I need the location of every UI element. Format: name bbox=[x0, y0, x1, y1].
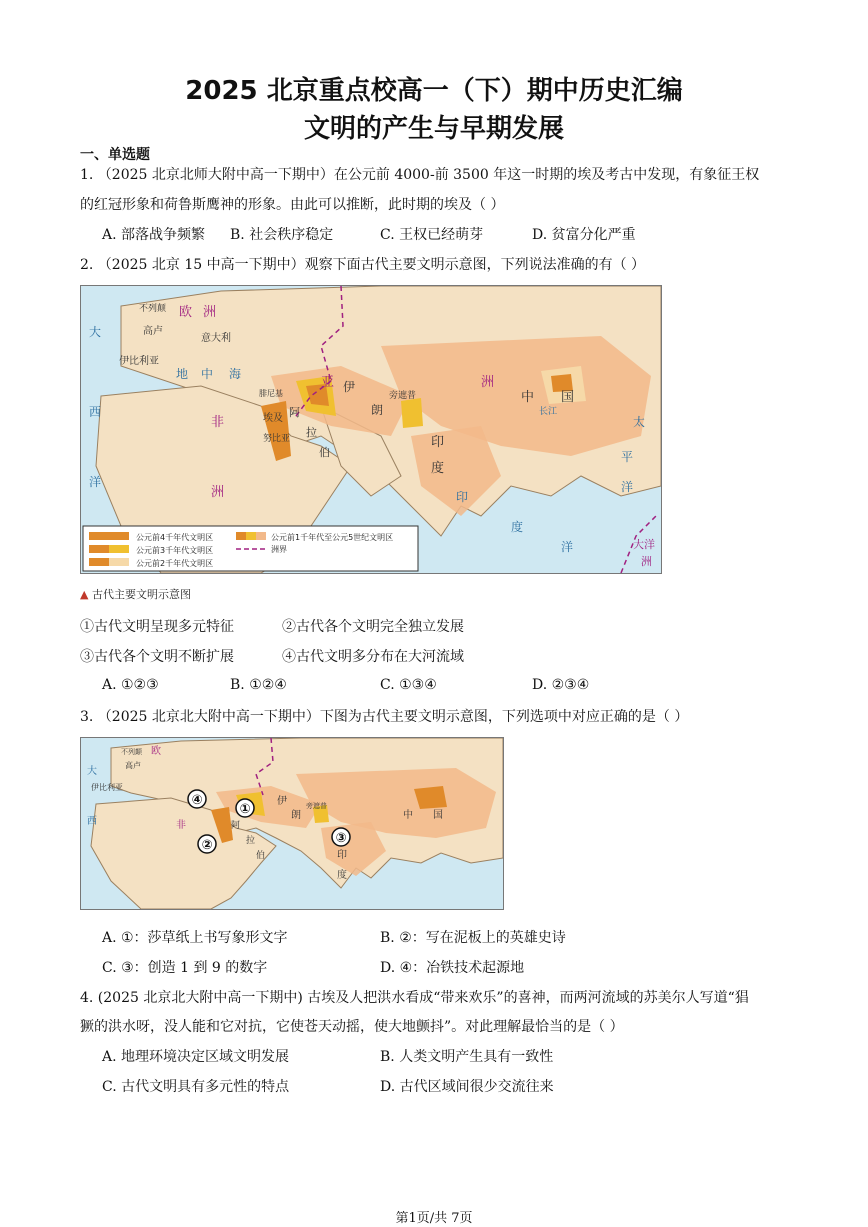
map2-label-britain: 不列颠 bbox=[121, 748, 142, 756]
map-label-iran-yi: 伊 bbox=[343, 380, 356, 394]
map-label-oceania: 大洋 bbox=[633, 538, 655, 551]
map-label-pacific-yang: 洋 bbox=[621, 480, 634, 494]
map-label-pacific-ping: 平 bbox=[621, 450, 634, 464]
map-caption-text: 古代主要文明示意图 bbox=[91, 588, 191, 601]
q2-option-c: C. ①③④ bbox=[380, 677, 437, 693]
map2-label-gaul: 高卢 bbox=[125, 761, 141, 770]
q2-statement-4: ④古代文明多分布在大河流域 bbox=[282, 649, 464, 665]
map-svg bbox=[81, 286, 661, 573]
map-label-iberia: 伊比利亚 bbox=[119, 356, 159, 367]
map-label-asia-ya: 亚 bbox=[321, 375, 335, 390]
map-label-phoenicia: 腓尼基 bbox=[259, 389, 283, 398]
map2-label-iberia: 伊比利亚 bbox=[91, 783, 123, 792]
q4-option-c: C. 古代文明具有多元性的特点 bbox=[102, 1079, 290, 1095]
map2-label-iran-yi: 伊 bbox=[277, 796, 287, 807]
q1-stem-line1: 1. （2025 北京北师大附中高一下期中）在公元前 4000-前 3500 年这一时期的埃及考古中发现，有象征王权 bbox=[80, 167, 760, 183]
map-label-pacific-tai: 太 bbox=[633, 415, 646, 429]
q4-option-d: D. 古代区域间很少交流往来 bbox=[380, 1079, 554, 1095]
map-label-indian-yang: 洋 bbox=[561, 540, 574, 554]
legend-swatch-4k bbox=[89, 532, 109, 540]
map2-label-arabia-a: 阿 bbox=[231, 821, 241, 831]
map-label-indian-yin: 印 bbox=[456, 490, 469, 504]
q2-stem: 2. （2025 北京 15 中高一下期中）观察下面古代主要文明示意图，下列说法准确的有（ ） bbox=[80, 257, 646, 273]
map2-label-china-guo: 国 bbox=[433, 810, 443, 821]
map2-marker-3: ③ bbox=[335, 831, 347, 846]
legend-label-3k: 公元前3千年代文明区 bbox=[136, 546, 214, 555]
q4-stem-line1: 4. (2025 北京北大附中高一下期中) 古埃及人把洪水看成“带来欢乐”的喜神，而两河流域的苏美尔人写道“猖 bbox=[80, 990, 749, 1006]
legend-swatch-1k bbox=[256, 532, 266, 540]
legend-swatch-3k bbox=[109, 545, 129, 553]
civilization-map-1 bbox=[80, 285, 662, 574]
map-label-nubia: 努比亚 bbox=[263, 434, 291, 444]
map-label-italy: 意大利 bbox=[201, 333, 231, 344]
map-label-atlantic-xi: 西 bbox=[89, 405, 102, 419]
map-label-asia-zhou: 洲 bbox=[481, 375, 495, 390]
map-label-punjab: 旁遮普 bbox=[389, 391, 417, 401]
map2-label-africa: 非 bbox=[176, 820, 186, 831]
document-title: 2025 北京重点校高一（下）期中历史汇编 bbox=[185, 76, 683, 106]
document-subtitle: 文明的产生与早期发展 bbox=[303, 114, 564, 144]
q1-option-b: B. 社会秩序稳定 bbox=[230, 227, 334, 243]
map-label-med-zhong: 中 bbox=[201, 367, 214, 381]
map-label-med-hai: 海 bbox=[229, 367, 242, 381]
q2-statement-2: ②古代各个文明完全独立发展 bbox=[282, 619, 464, 635]
q2-option-b: B. ①②④ bbox=[230, 677, 287, 693]
map2-label-punjab: 旁遮普 bbox=[306, 802, 327, 810]
map-label-atlantic-da: 大 bbox=[89, 325, 102, 339]
map-label-india-yin: 印 bbox=[431, 435, 445, 450]
page-footer: 第1页/共 7页 bbox=[395, 1211, 473, 1226]
map-label-indian-du: 度 bbox=[511, 520, 524, 534]
map2-marker-4: ④ bbox=[191, 793, 203, 808]
map-label-china-guo: 国 bbox=[561, 390, 575, 405]
civilization-map-2 bbox=[80, 737, 504, 910]
legend-label-1k: 公元前1千年代至公元5世纪文明区 bbox=[271, 533, 394, 542]
map-label-china-zhong: 中 bbox=[521, 390, 535, 405]
section-title: 一、单选题 bbox=[80, 147, 150, 163]
q3-option-b: B. ②：写在泥板上的英雄史诗 bbox=[380, 930, 566, 946]
legend-label-4k: 公元前4千年代文明区 bbox=[136, 533, 214, 542]
map2-label-india-du: 度 bbox=[337, 870, 347, 881]
map-label-egypt: 埃及 bbox=[263, 413, 283, 424]
map-label-europe: 欧 bbox=[179, 305, 193, 320]
q2-option-a: A. ①②③ bbox=[102, 677, 159, 693]
q4-option-a: A. 地理环境决定区域文明发展 bbox=[102, 1049, 290, 1065]
map2-label-xi: 西 bbox=[87, 816, 97, 827]
map2-label-iran-lang: 朗 bbox=[291, 810, 301, 821]
map2-label-arabia-bo: 伯 bbox=[256, 851, 266, 861]
q3-option-a: A. ①：莎草纸上书写象形文字 bbox=[102, 930, 288, 946]
map-caption: ▲ 古代主要文明示意图 bbox=[80, 588, 191, 601]
q3-option-c: C. ③：创造 1 到 9 的数字 bbox=[102, 960, 268, 976]
map-label-oceania-zhou: 洲 bbox=[641, 555, 652, 568]
legend-swatch-2k bbox=[109, 558, 129, 566]
legend-label-boundary: 洲界 bbox=[271, 545, 287, 554]
q3-option-d: D. ④：冶铁技术起源地 bbox=[380, 960, 525, 976]
map-label-gaul: 高卢 bbox=[143, 326, 163, 337]
q1-stem-line2: 的红冠形象和荷鲁斯鹰神的形象。由此可以推断，此时期的埃及（ ） bbox=[80, 197, 505, 213]
map2-marker-2: ② bbox=[201, 838, 213, 853]
q2-option-d: D. ②③④ bbox=[532, 677, 590, 693]
map-label-britain: 不列颠 bbox=[139, 304, 167, 314]
map2-label-india-yin: 印 bbox=[337, 850, 347, 861]
q1-option-c: C. 王权已经萌芽 bbox=[380, 227, 484, 243]
map-label-europe-zhou: 洲 bbox=[203, 305, 217, 320]
q1-option-a: A. 部落战争频繁 bbox=[102, 227, 206, 243]
map2-svg bbox=[81, 738, 503, 909]
map-label-med-di: 地 bbox=[176, 367, 189, 381]
map2-label-da: 大 bbox=[87, 766, 97, 777]
map-label-arabia-a: 阿 bbox=[289, 406, 300, 419]
map-label-atlantic-yang: 洋 bbox=[89, 475, 102, 489]
q2-statement-3: ③古代各个文明不断扩展 bbox=[80, 649, 234, 665]
map-label-arabia-bo: 伯 bbox=[319, 446, 330, 459]
map2-label-china-zhong: 中 bbox=[403, 810, 413, 821]
map2-label-europe: 欧 bbox=[151, 746, 161, 757]
map-label-africa-fei: 非 bbox=[211, 415, 225, 430]
map-label-arabia-la: 拉 bbox=[306, 426, 317, 439]
map2-marker-1: ① bbox=[239, 802, 251, 817]
map-label-iran-lang: 朗 bbox=[371, 403, 384, 417]
q4-stem-line2: 獗的洪水呀，没人能和它对抗，它使苍天动摇，使大地颤抖”。对此理解最恰当的是（ ） bbox=[80, 1019, 624, 1035]
legend-label-2k: 公元前2千年代文明区 bbox=[136, 559, 214, 568]
map-label-yangtze: 长江 bbox=[539, 407, 558, 417]
map-label-africa-zhou: 洲 bbox=[211, 485, 225, 500]
q3-stem: 3. （2025 北京北大附中高一下期中）下图为古代主要文明示意图，下列选项中对应正确的是（ ） bbox=[80, 709, 689, 725]
q1-option-d: D. 贫富分化严重 bbox=[532, 227, 636, 243]
map2-label-arabia-la: 拉 bbox=[246, 836, 256, 846]
q4-option-b: B. 人类文明产生具有一致性 bbox=[380, 1049, 554, 1065]
map-label-india-du: 度 bbox=[431, 461, 445, 476]
q2-statement-1: ①古代文明呈现多元特征 bbox=[80, 619, 234, 635]
